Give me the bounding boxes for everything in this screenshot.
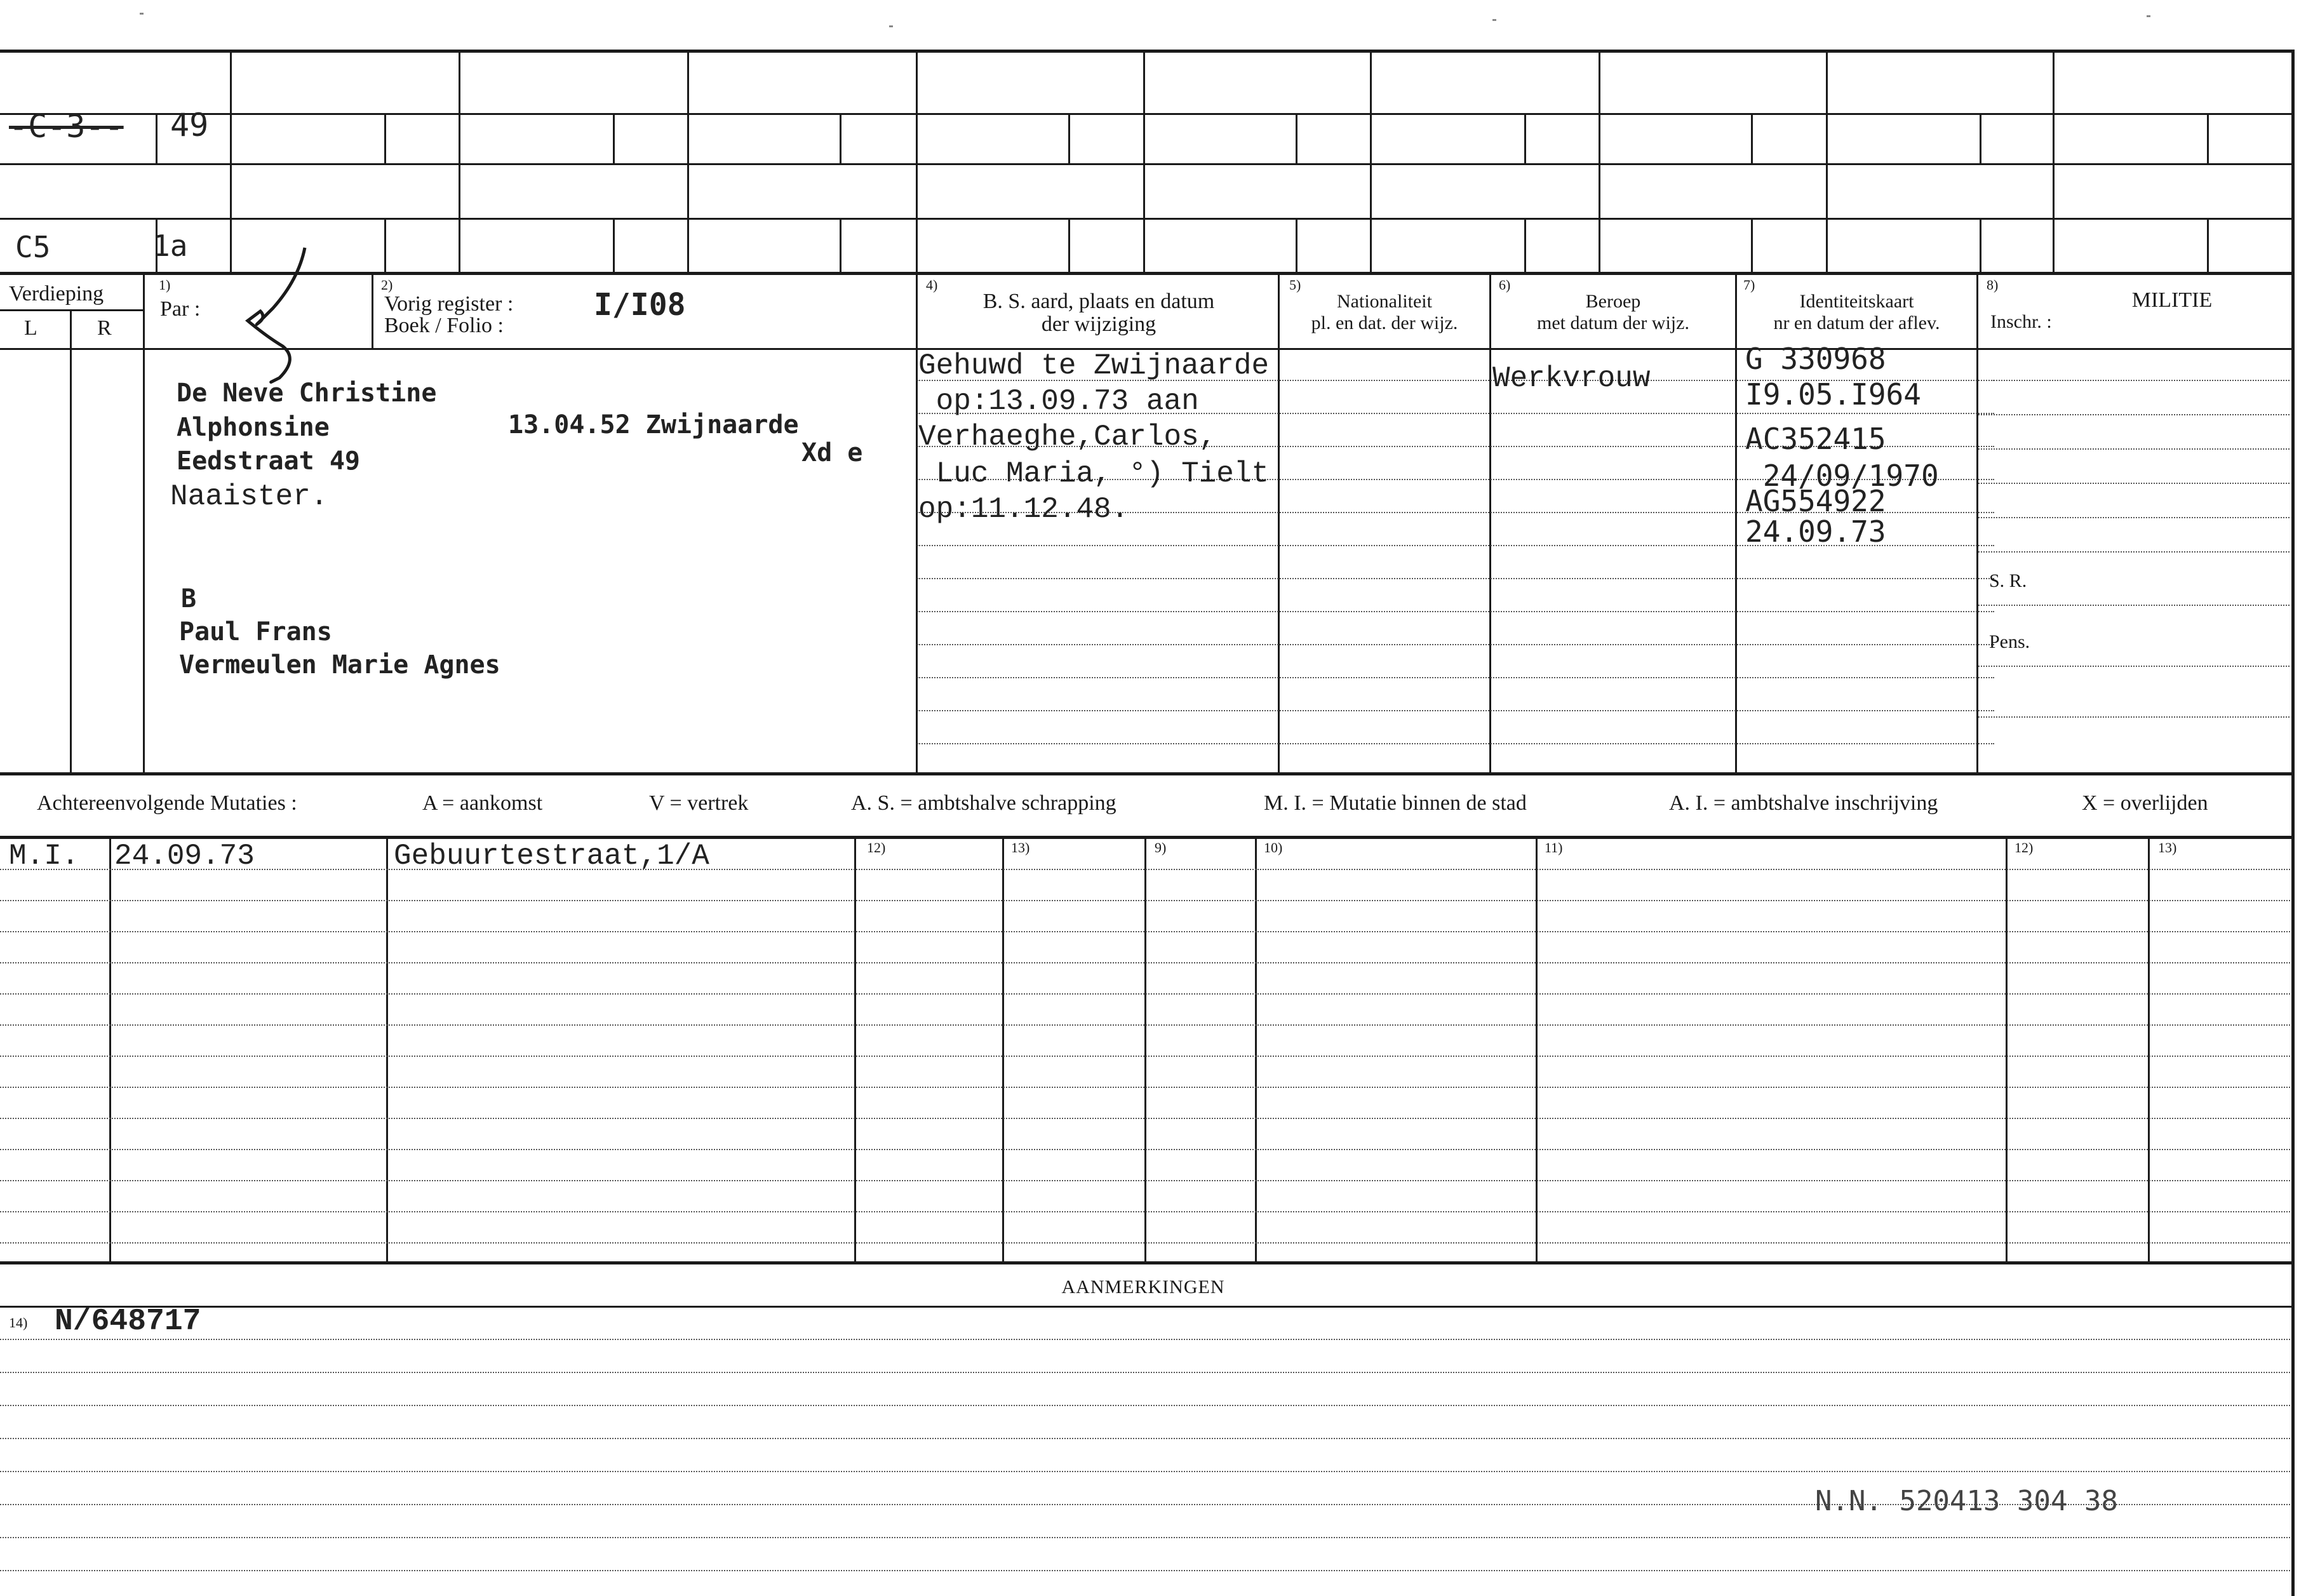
grid-subcol (613, 218, 615, 272)
col5-num: 5) (1289, 277, 1301, 293)
militie-title: MILITIE (2131, 288, 2213, 312)
ruling-line (1978, 517, 2290, 518)
section-number: 1a (152, 229, 188, 263)
ruling-line (1978, 448, 2290, 450)
ruling-line (0, 1024, 2290, 1026)
remarks-title: AANMERKINGEN (1061, 1277, 1225, 1298)
ruling-line (1978, 380, 2290, 381)
mutation-colnum: 9) (1155, 840, 1167, 855)
id-line-5: AG554922 (1745, 484, 1886, 518)
grid-subcol (1068, 113, 1070, 163)
register-number: 49 (170, 107, 209, 144)
ruling-line (0, 1471, 2290, 1472)
col6-num: 6) (1499, 277, 1511, 293)
boek-label: Boek / Folio : (384, 314, 504, 337)
par-num: 1) (159, 277, 171, 293)
ruling-line (917, 578, 1994, 579)
legend-v: V = vertrek (649, 791, 749, 815)
person-b-label: B (181, 584, 197, 614)
mutation-colnum: 10) (1264, 840, 1283, 855)
ruling-line (0, 1149, 2290, 1150)
id-line-3: AC352415 (1745, 422, 1886, 456)
grid-subcol (156, 113, 158, 163)
grid-subcol (2207, 113, 2209, 163)
civil-line-3: Verhaeghe,Carlos, (918, 420, 1217, 453)
ruling-line (0, 1087, 2290, 1088)
top-grid-line (0, 163, 2293, 165)
ruling-line (0, 869, 2290, 870)
par-scribble-mark (229, 241, 330, 387)
col5-line2: pl. en dat. der wijz. (1311, 312, 1458, 333)
grid-subcol (384, 113, 386, 163)
legend-as: A. S. = ambtshalve schrapping (851, 791, 1116, 815)
person-name: De Neve Christine (177, 379, 437, 408)
scan-speck (140, 13, 144, 15)
id-line-2: I9.05.I964 (1745, 377, 1921, 412)
mutation-colnum: 12) (867, 840, 886, 855)
grid-subcol (1751, 218, 1753, 272)
remarks-num: 14) (9, 1315, 28, 1331)
ruling-line (0, 1537, 2290, 1538)
ruling-line (0, 1242, 2290, 1244)
ruling-line (1978, 605, 2290, 606)
legend-intro: Achtereenvolgende Mutaties : (37, 791, 297, 815)
ruling-line (0, 1372, 2290, 1373)
militie-sr: S. R. (1989, 570, 2027, 591)
col-divider (372, 272, 373, 348)
mutation-colnum: 12) (2015, 840, 2034, 855)
grid-subcol (840, 113, 841, 163)
verdieping-left: L (24, 316, 37, 340)
col-divider (143, 272, 145, 774)
grid-col (1826, 50, 1828, 272)
ruling-line (0, 1211, 2290, 1212)
person-given-names: Alphonsine (177, 413, 330, 442)
col4-line2: der wijziging (1041, 312, 1156, 336)
mutation-top-line (0, 836, 2293, 839)
ruling-line (0, 1405, 2290, 1406)
par-label: Par : (160, 297, 201, 321)
remarks-nn: N.N. 520413 304 38 (1815, 1485, 2118, 1517)
grid-subcol (1296, 218, 1297, 272)
top-border (0, 50, 2293, 53)
col5-line1: Nationaliteit (1337, 291, 1432, 312)
ruling-line (1978, 483, 2290, 484)
grid-col (1370, 50, 1372, 272)
grid-col (687, 50, 689, 272)
mutation-colnum: 13) (1011, 840, 1030, 855)
person-father: Paul Frans (179, 617, 332, 647)
grid-col (1143, 50, 1145, 272)
grid-subcol (1524, 218, 1526, 272)
col-divider (1278, 272, 1280, 774)
mutation-date: 24.09.73 (114, 840, 255, 873)
ruling-line (0, 1339, 2290, 1340)
legend-mi: M. I. = Mutatie binnen de stad (1264, 791, 1527, 815)
ruling-line (1978, 716, 2290, 718)
lr-divider (70, 309, 72, 773)
scan-speck (2147, 15, 2150, 17)
id-line-1: G 330968 (1745, 342, 1886, 376)
legend-x: X = overlijden (2082, 791, 2208, 815)
grid-subcol (1524, 113, 1526, 163)
remarks-value: N/648717 (55, 1304, 201, 1339)
ruling-line (0, 931, 2290, 932)
top-grid-line (0, 113, 2293, 115)
scan-speck (889, 25, 893, 27)
grid-subcol (1980, 113, 1981, 163)
grid-subcol (840, 218, 841, 272)
col7-line1: Identiteitskaart (1799, 291, 1914, 312)
ruling-line (917, 644, 1994, 645)
grid-subcol (1751, 113, 1753, 163)
id-line-6: 24.09.73 (1745, 514, 1886, 549)
col6-line2: met datum der wijz. (1537, 312, 1689, 333)
person-address: Eedstraat 49 (177, 446, 360, 476)
id-line-4: 24/09/1970 (1745, 459, 1939, 493)
ruling-line (917, 743, 1994, 744)
col-divider (1735, 272, 1737, 774)
col-divider (916, 272, 918, 774)
right-border (2291, 50, 2295, 1596)
section-code: C5 (15, 230, 51, 264)
body-bottom-line (0, 772, 2293, 775)
ruling-line (917, 611, 1994, 612)
grid-col (1599, 50, 1600, 272)
verdieping-label: Verdieping (9, 282, 104, 305)
header-top-line (0, 272, 2293, 275)
col8-num: 8) (1987, 277, 1999, 293)
ruling-line (0, 993, 2290, 995)
ruling-line (917, 677, 1994, 678)
register-code: -C-3-- (9, 108, 124, 145)
top-grid-line (0, 218, 2293, 220)
ruling-line (0, 900, 2290, 901)
ruling-line (1978, 666, 2290, 667)
person-occupation: Naaister. (170, 480, 328, 513)
grid-subcol (2207, 218, 2209, 272)
grid-subcol (1068, 218, 1070, 272)
militie-pens: Pens. (1989, 631, 2030, 652)
mutation-bottom-line (0, 1261, 2293, 1264)
militie-inschr: Inschr. : (1990, 311, 2052, 332)
civil-line-5: op:11.12.48. (918, 493, 1129, 526)
ruling-line (0, 1570, 2290, 1571)
grid-col (2053, 50, 2055, 272)
ruling-line (0, 1438, 2290, 1439)
occupation-value: Werkvrouw (1492, 362, 1651, 395)
ruling-line (1978, 551, 2290, 553)
civil-line-1: Gehuwd te Zwijnaarde (918, 349, 1270, 382)
col4-num: 4) (926, 277, 938, 293)
grid-col (459, 50, 460, 272)
mutation-colnum: 11) (1545, 840, 1563, 855)
mutation-colnum: 13) (2158, 840, 2177, 855)
vorig-label: Vorig register : (384, 292, 514, 316)
col7-num: 7) (1743, 277, 1755, 293)
verdieping-right: R (97, 316, 112, 340)
grid-subcol (613, 113, 615, 163)
person-mother: Vermeulen Marie Agnes (179, 650, 500, 680)
ruling-line (0, 1180, 2290, 1181)
ruling-line (0, 1118, 2290, 1119)
ruling-line (917, 710, 1994, 711)
legend-a: A = aankomst (422, 791, 543, 815)
remarks-title-line (0, 1306, 2293, 1308)
civil-line-4: Luc Maria, °) Tielt (918, 457, 1270, 490)
ruling-line (1978, 414, 2290, 415)
grid-subcol (1296, 113, 1297, 163)
col-divider (1489, 272, 1491, 774)
vorig-value: I/I08 (594, 287, 686, 323)
ruling-line (0, 1056, 2290, 1057)
grid-col (916, 50, 918, 272)
col-divider (1976, 272, 1978, 774)
vorig-num: 2) (381, 277, 393, 293)
mutation-address: Gebuurtestraat,1/A (394, 840, 709, 873)
grid-col (230, 50, 232, 272)
col6-line1: Beroep (1585, 291, 1641, 312)
mutation-type: M.I. (9, 840, 79, 873)
person-marker: Xd e (801, 438, 863, 467)
person-birth: 13.04.52 Zwijnaarde (508, 410, 799, 439)
civil-line-2: op:13.09.73 aan (918, 385, 1199, 418)
col4-line1: B. S. aard, plaats en datum (982, 290, 1215, 313)
grid-subcol (384, 218, 386, 272)
legend-ai: A. I. = ambtshalve inschrijving (1669, 791, 1938, 815)
grid-subcol (1980, 218, 1981, 272)
ruling-line (0, 962, 2290, 963)
col7-line2: nr en datum der aflev. (1773, 312, 1940, 333)
scan-speck (1492, 19, 1496, 21)
